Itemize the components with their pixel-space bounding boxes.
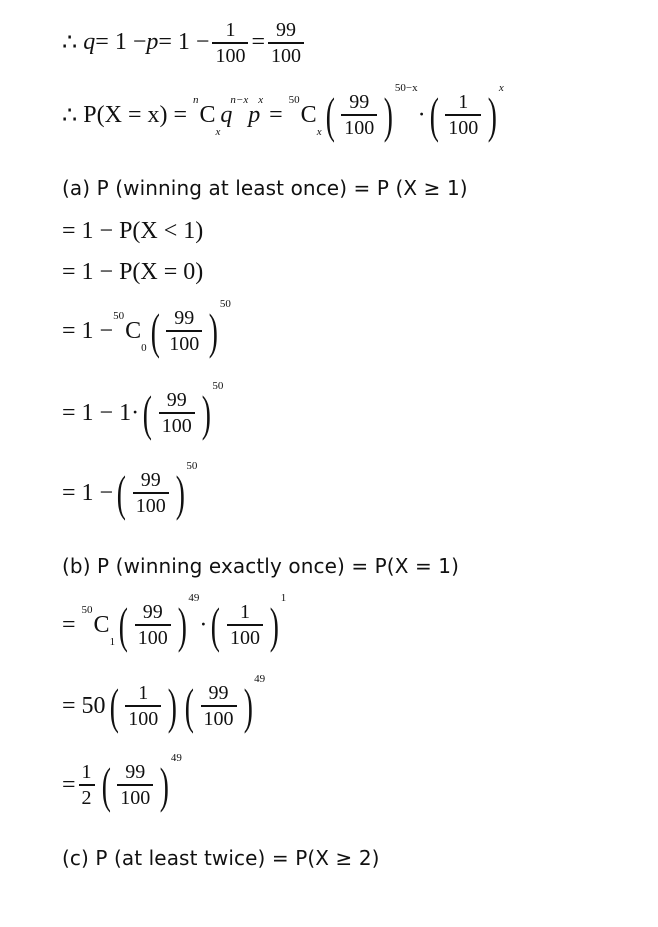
fraction: $\frac{99}{100}$: [133, 468, 169, 518]
part-a-step-5: = 1 − ( $\frac{99}{100}$ ) 50: [62, 460, 198, 521]
part-b-step-2: = 50 ( $\frac{1}{100}$ ) ( $\frac{99}{100}$ ) 49: [62, 673, 266, 734]
part-b-step-1: = 50 C 1 ( $\frac{99}{100}$ ) 49 · ( $\frac{1}{100}$ ) 1: [62, 592, 287, 653]
fraction: $\frac{1}{100}$: [212, 18, 248, 68]
part-a-heading: (a) P (winning at least once) = P (X ≥ 1): [62, 176, 468, 200]
fraction: $\frac{1}{100}$: [125, 681, 161, 731]
fraction: $\frac{99}{100}$: [166, 306, 202, 356]
fraction: $\frac{1}{2}$: [79, 760, 95, 810]
fraction: $\frac{99}{100}$: [135, 600, 171, 650]
part-c-heading: (c) P (at least twice) = P(X ≥ 2): [62, 846, 380, 870]
part-a-step-1: = 1 − P(X < 1): [62, 218, 204, 244]
therefore-symbol: ∴: [62, 30, 78, 57]
fraction: $\frac{1}{100}$: [445, 90, 481, 140]
fraction: $\frac{99}{100}$: [341, 90, 377, 140]
q-equation: ∴ q = 1 − p = 1 − $\frac{1}{100}$ = $\frac{99}{100}$: [62, 18, 307, 68]
fraction: $\frac{99}{100}$: [201, 681, 237, 731]
part-a-step-3: = 1 − 50 C 0 ( $\frac{99}{100}$ ) 50: [62, 298, 231, 359]
part-a-step-2: = 1 − P(X = 0): [62, 259, 204, 285]
therefore-symbol: ∴: [62, 102, 78, 129]
part-b-heading: (b) P (winning exactly once) = P(X = 1): [62, 554, 460, 578]
fraction: $\frac{99}{100}$: [268, 18, 304, 68]
pmf-equation: ∴ P(X = x) = n C x q n−x p x = 50 C x ( $\frac{99}{100}$ ) 50−x · ( $\frac{1}{100}$ ) x: [62, 82, 504, 143]
part-a-step-4: = 1 − 1· ( $\frac{99}{100}$ ) 50: [62, 380, 224, 441]
fraction: $\frac{99}{100}$: [159, 388, 195, 438]
part-b-step-3: = $\frac{1}{2}$ ( $\frac{99}{100}$ ) 49: [62, 752, 182, 813]
fraction: $\frac{99}{100}$: [117, 760, 153, 810]
fraction: $\frac{1}{100}$: [227, 600, 263, 650]
